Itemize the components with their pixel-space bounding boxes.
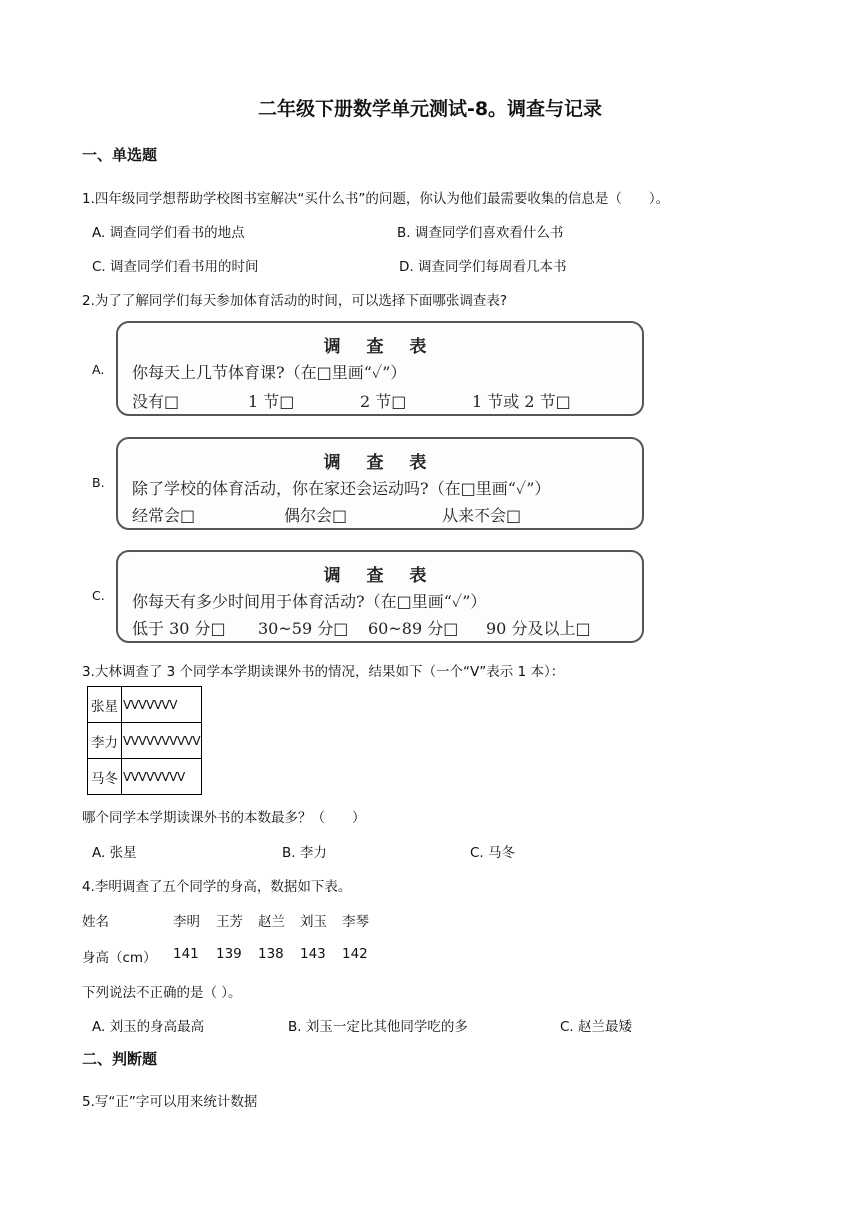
survey-c-question: 你每天有多少时间用于体育活动?（在□里画“✓”） — [132, 592, 487, 611]
question-2-stem: 2.为了了解同学们每天参加体育活动的时间，可以选择下面哪张调查表? — [82, 293, 508, 309]
student-name: 马冬 — [88, 759, 122, 795]
reading-tally-table — [87, 686, 202, 795]
survey-b-title: 调 查 表 — [323, 453, 437, 473]
table-row — [88, 759, 202, 795]
survey-a-question: 你每天上几节体育课?（在□里画“✓”） — [132, 363, 407, 382]
question-1-option-d[interactable]: D. 调查同学们每周看几本书 — [399, 259, 567, 275]
question-3-question: 哪个同学本学期读课外书的本数最多？（ ） — [82, 810, 366, 826]
page-title: 二年级下册数学单元测试-8。调查与记录 — [257, 98, 603, 120]
question-1-option-b[interactable]: B. 调查同学们喜欢看什么书 — [397, 225, 564, 241]
student-name: 李力 — [88, 723, 122, 759]
tally-marks: VVVVVVVVVV — [122, 723, 202, 759]
table-row — [88, 687, 202, 723]
survey-table-b[interactable] — [116, 437, 644, 530]
question-2-option-b-label[interactable]: B. — [92, 475, 105, 490]
name-row-label: 姓名 — [82, 914, 109, 930]
height-value-4: 143 — [300, 946, 326, 962]
question-4-option-b[interactable]: B. 刘玉一定比其他同学吃的多 — [288, 1019, 468, 1035]
survey-b-option-1: 经常会□ — [132, 506, 196, 525]
survey-a-option-1: 没有□ — [132, 392, 180, 411]
survey-c-title: 调 查 表 — [323, 566, 437, 586]
question-4-option-c[interactable]: C. 赵兰最矮 — [560, 1019, 633, 1035]
survey-table-a[interactable] — [116, 321, 644, 416]
survey-c-option-4: 90 分及以上□ — [486, 619, 591, 638]
student-name-2: 王芳 — [216, 914, 243, 930]
survey-c-option-2: 30~59 分□ — [258, 619, 349, 638]
question-2-option-c-label[interactable]: C. — [92, 588, 105, 603]
survey-b-option-3: 从来不会□ — [442, 506, 522, 525]
question-2-option-a-label[interactable]: A. — [92, 362, 105, 377]
student-name: 张星 — [88, 687, 122, 723]
student-name-4: 刘玉 — [300, 914, 327, 930]
question-1-option-c[interactable]: C. 调查同学们看书用的时间 — [92, 259, 259, 275]
height-value-2: 139 — [216, 946, 242, 962]
table-row — [88, 723, 202, 759]
survey-a-option-3: 2 节□ — [360, 392, 407, 411]
student-name-1: 李明 — [173, 914, 200, 930]
section-heading-true-false: 二、判断题 — [82, 1050, 158, 1068]
survey-a-title: 调 查 表 — [323, 337, 437, 357]
question-1-stem: 1.四年级同学想帮助学校图书室解决“买什么书”的问题，你认为他们最需要收集的信息是（ ）。 — [82, 191, 670, 207]
tally-marks: VVVVVVVV — [122, 759, 202, 795]
question-1-option-a[interactable]: A. 调查同学们看书的地点 — [92, 225, 245, 241]
student-name-3: 赵兰 — [258, 914, 285, 930]
survey-b-option-2: 偶尔会□ — [284, 506, 348, 525]
question-3-stem: 3.大林调查了 3 个同学本学期读课外书的情况，结果如下（一个“V”表示 1 本）： — [82, 664, 565, 680]
question-3-option-c[interactable]: C. 马冬 — [470, 845, 516, 861]
height-value-1: 141 — [173, 946, 199, 962]
question-3-option-a[interactable]: A. 张星 — [92, 845, 137, 861]
survey-c-option-1: 低于 30 分□ — [132, 619, 226, 638]
question-5-stem: 5.写“正”字可以用来统计数据 — [82, 1094, 258, 1110]
survey-a-option-2: 1 节□ — [248, 392, 295, 411]
student-name-5: 李琴 — [342, 914, 369, 930]
survey-a-option-4: 1 节或 2 节□ — [472, 392, 571, 411]
question-4-option-a[interactable]: A. 刘玉的身高最高 — [92, 1019, 205, 1035]
question-3-option-b[interactable]: B. 李力 — [282, 845, 327, 861]
section-heading-single-choice: 一、单选题 — [82, 146, 158, 164]
survey-table-c[interactable] — [116, 550, 644, 643]
height-value-5: 142 — [342, 946, 368, 962]
survey-c-option-3: 60~89 分□ — [368, 619, 459, 638]
height-row-label: 身高（cm） — [82, 950, 157, 966]
height-value-3: 138 — [258, 946, 284, 962]
survey-b-question: 除了学校的体育活动，你在家还会运动吗?（在□里画“✓”） — [132, 479, 551, 498]
question-4-stem: 4.李明调查了五个同学的身高，数据如下表。 — [82, 879, 352, 895]
tally-marks: VVVVVVV — [122, 687, 202, 723]
question-4-question: 下列说法不正确的是（ ）。 — [82, 985, 242, 1001]
